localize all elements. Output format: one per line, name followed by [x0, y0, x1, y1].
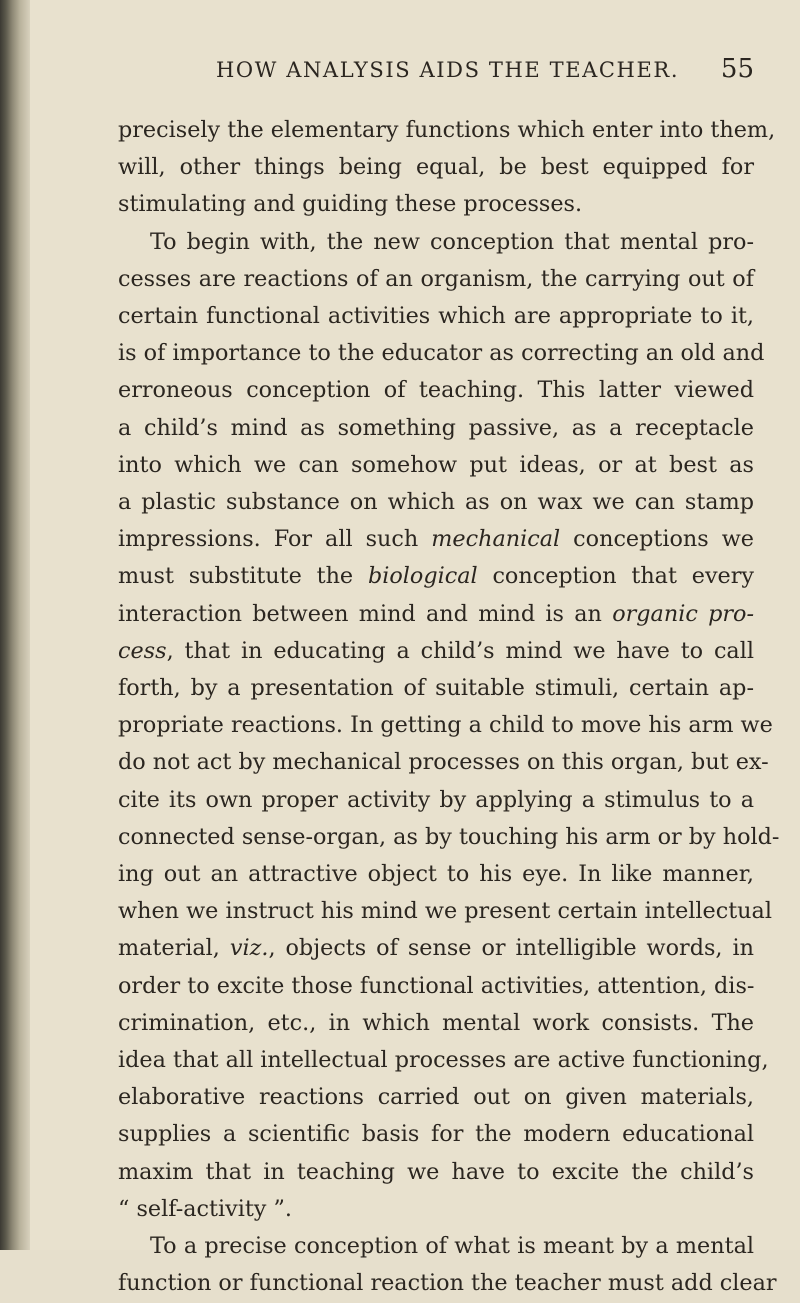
text-segment: To a precise conception of what is meant by a mental	[150, 1233, 754, 1260]
body-text	[118, 112, 780, 1303]
text-line	[118, 930, 754, 967]
text-line	[118, 596, 754, 633]
text-line	[118, 1228, 754, 1265]
page-number: 55	[720, 54, 754, 84]
text-line	[118, 1042, 769, 1079]
text-segment: into which we can somehow put ideas, or at best as	[118, 451, 754, 478]
text-line	[118, 1005, 754, 1042]
text-segment: must substitute the	[118, 563, 368, 590]
text-line	[118, 1191, 754, 1228]
text-segment: stimulating and guiding these processes.	[118, 191, 583, 218]
text-segment: function or functional reaction the teacher must add clear	[118, 1270, 777, 1297]
book-page	[30, 0, 800, 1297]
text-segment: elaborative reactions carried out on given materials,	[118, 1084, 754, 1111]
text-segment: certain functional activities which are appropriate to it,	[118, 303, 754, 330]
text-line	[118, 1079, 754, 1116]
text-segment: will, other things being equal, be best equipped for	[118, 154, 754, 181]
text-line	[118, 261, 754, 298]
text-segment: crimination, etc., in which mental work consists. The	[118, 1009, 754, 1036]
text-line	[118, 484, 754, 521]
text-line	[118, 410, 754, 447]
text-segment: To begin with, the new conception that mental pro-	[150, 228, 754, 255]
text-line	[118, 1154, 754, 1191]
text-segment: conceptions we	[560, 526, 754, 553]
italic-text: biological	[367, 563, 478, 590]
book-binding-shadow	[0, 0, 30, 1250]
text-line	[118, 447, 754, 484]
text-segment: ing out an attractive object to his eye. In like manner,	[118, 861, 754, 888]
text-segment: “ self-activity ”.	[118, 1195, 292, 1222]
text-line	[118, 149, 754, 186]
text-line	[118, 335, 765, 372]
italic-text: mechanical	[431, 526, 561, 553]
text-segment: a plastic substance on which as on wax we can stamp	[118, 489, 754, 516]
text-line	[118, 372, 754, 409]
text-segment: when we instruct his mind we present certain intellectual	[118, 898, 772, 925]
text-segment: cesses are reactions of an organism, the carrying out of	[118, 265, 754, 292]
text-segment: order to excite those functional activities, attention, dis-	[118, 972, 755, 999]
page-header	[216, 54, 754, 98]
text-line	[118, 521, 754, 558]
text-segment: idea that all intellectual processes are active functioning,	[118, 1047, 769, 1074]
text-segment: is of importance to the educator as correcting an old and	[118, 340, 765, 367]
text-line	[118, 186, 754, 223]
text-segment: , that in educating a child’s mind we have to call	[166, 637, 754, 664]
text-line	[118, 707, 773, 744]
text-segment: maxim that in teaching we have to excite the child’s	[118, 1158, 754, 1185]
text-line	[118, 558, 754, 595]
italic-text: cess	[118, 637, 167, 664]
text-line	[118, 744, 769, 781]
text-line	[118, 224, 754, 261]
text-segment: forth, by a presentation of suitable stimuli, certain ap-	[118, 675, 754, 702]
text-segment: material,	[118, 935, 230, 962]
running-head: HOW ANALYSIS AIDS THE TEACHER.	[216, 58, 680, 82]
text-segment: interaction between mind and mind is an	[118, 600, 613, 627]
text-segment: precisely the elementary functions which enter into them,	[118, 117, 776, 143]
text-line	[118, 670, 754, 707]
text-line	[118, 893, 772, 930]
text-line	[118, 819, 780, 856]
text-segment: propriate reactions. In getting a child to move his arm we	[118, 712, 773, 739]
text-line	[118, 1265, 777, 1302]
text-segment: supplies a scientific basis for the modern educational	[118, 1121, 754, 1148]
italic-text: viz.	[229, 935, 269, 962]
italic-text: organic pro-	[612, 600, 754, 627]
text-segment: erroneous conception of teaching. This latter viewed	[118, 377, 754, 404]
text-segment: cite its own proper activity by applying a stimulus to a	[118, 786, 754, 813]
text-line	[118, 298, 754, 335]
text-line	[118, 968, 754, 1005]
text-segment: a child’s mind as something passive, as a receptacle	[118, 414, 754, 441]
text-segment: , objects of sense or intelligible words, in	[268, 935, 754, 962]
text-segment: connected sense-organ, as by touching his arm or by hold-	[118, 823, 780, 850]
text-line	[118, 782, 754, 819]
text-line	[118, 1116, 754, 1153]
text-line	[118, 112, 776, 149]
text-segment: do not act by mechanical processes on this organ, but ex-	[118, 749, 769, 776]
text-line	[118, 856, 754, 893]
text-segment: impressions. For all such	[118, 526, 432, 553]
text-line	[118, 633, 754, 670]
text-segment: conception that every	[477, 563, 754, 590]
